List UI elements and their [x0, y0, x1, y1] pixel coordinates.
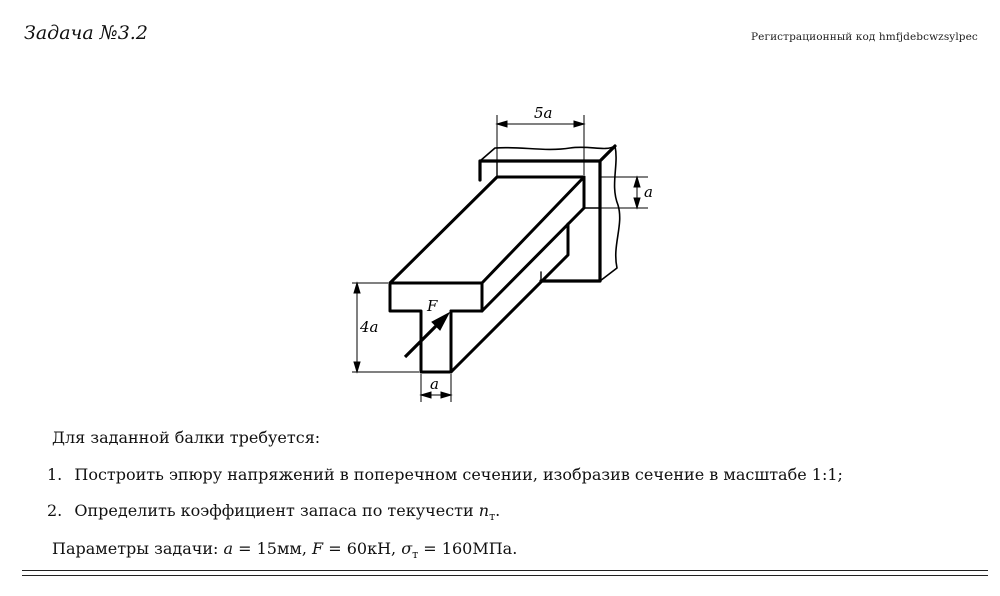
task-item-2-prefix: Определить коэффициент запаса по текучести: [74, 501, 479, 520]
wall-break-right: [600, 146, 620, 281]
task-intro: Для заданной балки требуется:: [52, 428, 321, 447]
dim-4a-label: 4a: [360, 318, 379, 336]
dim-a-right-label: a: [644, 183, 653, 201]
dim-a-bottom-label: a: [430, 375, 439, 393]
task-item-2: [47, 501, 501, 523]
param-a-value: = 15мм,: [233, 539, 313, 558]
param-f-value: = 60кН,: [323, 539, 402, 558]
task-item-1-number: 1.: [47, 465, 63, 484]
task-item-2-var: n: [478, 501, 490, 520]
force-arrow: [405, 313, 449, 357]
params-prefix: Параметры задачи:: [52, 539, 224, 558]
task-item-1: [47, 465, 843, 484]
task-parameters: [52, 539, 518, 561]
registration-code: Регистрационный код hmfjdebcwzsylpec: [751, 31, 978, 43]
web-edge: [451, 224, 568, 372]
footer-rule-top: [22, 570, 988, 571]
force-label: F: [427, 297, 438, 315]
task-item-1-text: Построить эпюру напряжений в поперечном сечении, изобразив сечение в масштабе 1:1;: [74, 465, 843, 484]
param-sigma-sub: т: [412, 548, 419, 561]
param-sigma-value: = 160МПа.: [418, 539, 518, 558]
dim-5a-label: 5a: [534, 104, 553, 122]
task-item-2-text: [74, 501, 501, 523]
param-a-var: a: [223, 539, 234, 558]
task-item-2-number: 2.: [47, 501, 63, 520]
task-item-2-sub: т: [489, 510, 496, 523]
task-item-2-suffix: .: [495, 501, 501, 520]
footer-rule-bottom: [22, 575, 988, 576]
wall-break-top: [480, 146, 615, 161]
param-sigma-var: σ: [401, 539, 413, 558]
param-f-var: F: [312, 539, 324, 558]
page-title: Задача №3.2: [24, 22, 148, 44]
